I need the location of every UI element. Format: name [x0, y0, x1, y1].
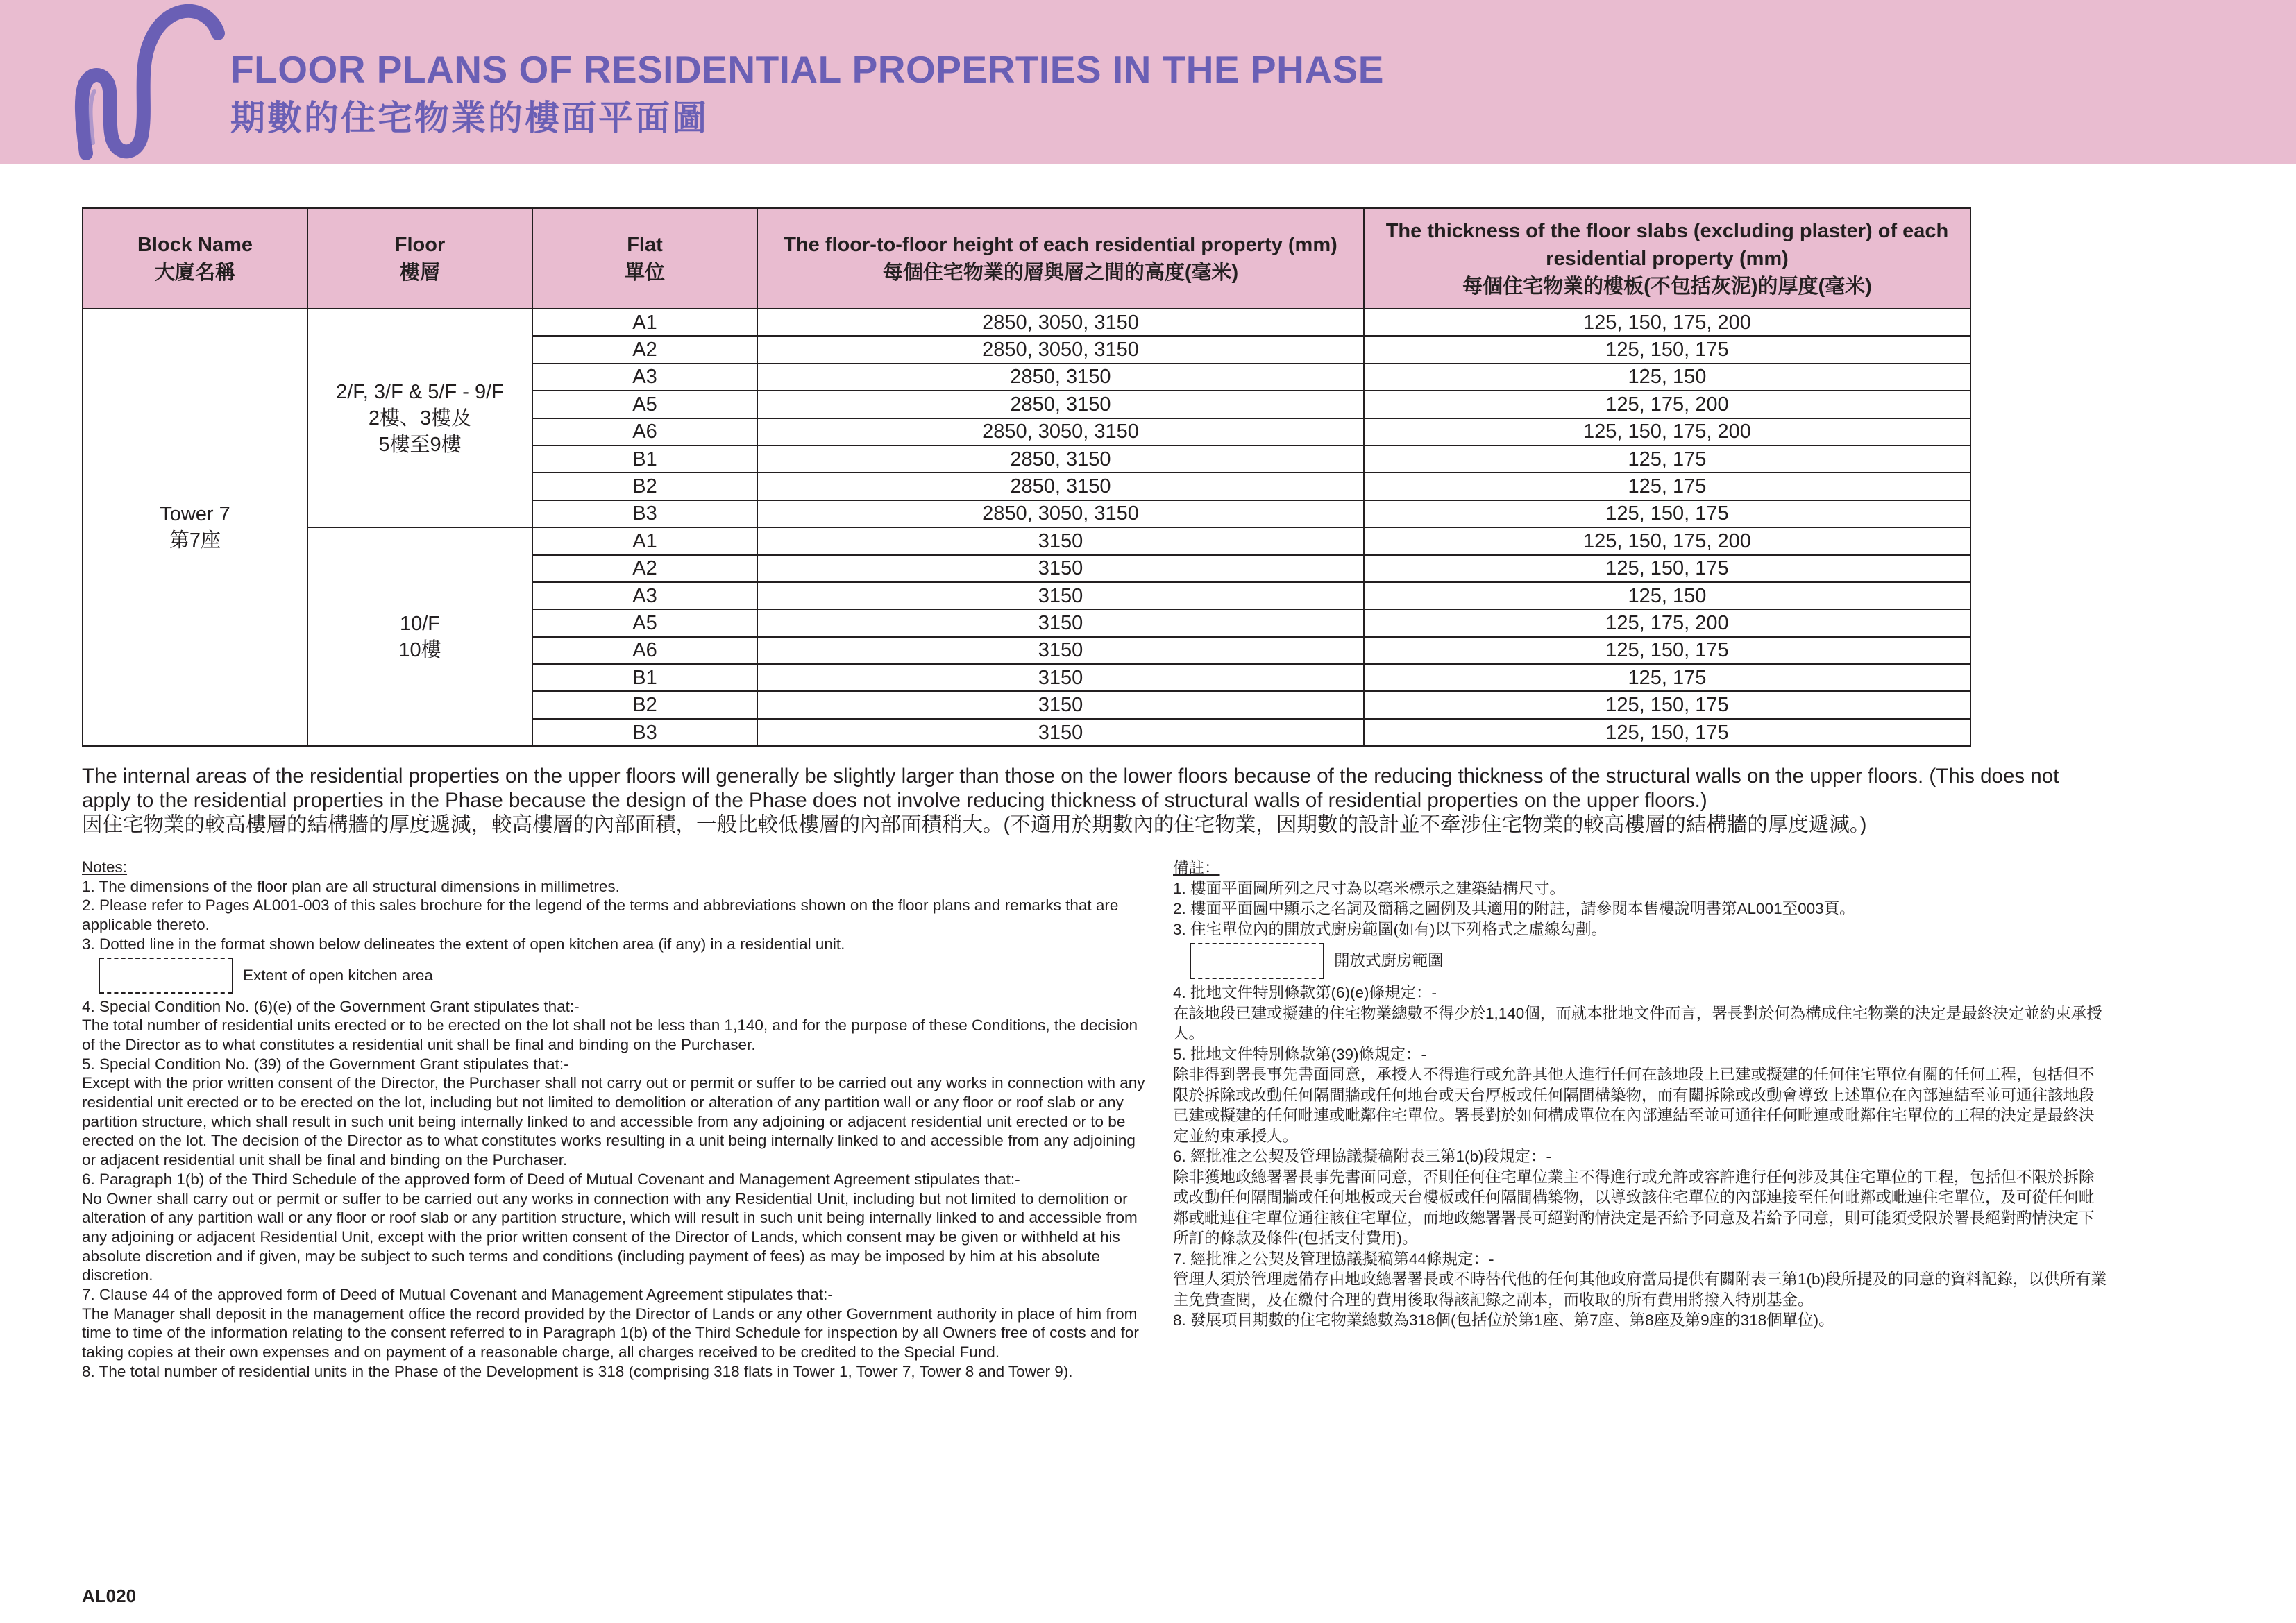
floor-height-cell: 2850, 3150	[757, 391, 1364, 418]
header-floor-height-zh: 每個住宅物業的層與層之間的高度(毫米)	[882, 261, 1239, 284]
header-block-name-en: Block Name	[137, 233, 253, 256]
floor-label-zh: 2樓、3樓及	[368, 407, 472, 430]
floor-label-zh: 5樓至9樓	[378, 433, 462, 456]
header-floor-en: Floor	[394, 233, 446, 256]
slab-thickness-cell: 125, 175, 200	[1364, 609, 1970, 636]
slab-thickness-cell: 125, 150, 175	[1364, 719, 1970, 746]
note-item-zh: 在該地段已建或擬建的住宅物業總數不得少於1,140個，而就本批地文件而言，署長對於何為構成住宅物業的決定是最終決定並約束承授人。	[1173, 1004, 2102, 1042]
slab-thickness-cell: 125, 175, 200	[1364, 391, 1970, 418]
slab-thickness-cell: 125, 150, 175, 200	[1364, 309, 1970, 336]
note-item-zh: 3. 住宅單位內的開放式廚房範圍(如有)以下列格式之虛線勾劃。	[1173, 920, 1607, 938]
floor-height-cell: 3150	[757, 582, 1364, 609]
flat-cell: B3	[532, 500, 757, 527]
floor-height-cell: 3150	[757, 555, 1364, 582]
slab-thickness-cell: 125, 150, 175, 200	[1364, 418, 1970, 445]
flat-cell: A2	[532, 555, 757, 582]
table-row	[83, 309, 1970, 336]
header-floor-zh: 樓層	[399, 261, 440, 284]
page-title-zh: 期數的住宅物業的樓面平面圖	[230, 99, 709, 137]
note-item-zh: 除非獲地政總署署長事先書面同意，否則任何住宅單位業主不得進行或允許或容許進行任何涉及其住宅單位的工程，包括但不限於拆除或改動任何隔間牆或任何地板或天台樓板或任何隔間構築物，以導致該住宅單位的內部連接至任何毗鄰或毗連住宅單位，及可從任何毗鄰或毗連住宅單位通往該住宅單位，而地政總署署長可絕對酌情決定是否給予同意及若給予同意，則可能須受限於署長絕對酌情決定下所訂的條款及條件(包括支付費用)。	[1173, 1168, 2095, 1247]
header-floor-height	[757, 208, 1364, 309]
floor-height-cell: 3150	[757, 609, 1364, 636]
header-slab-thickness-en: The thickness of the floor slabs (excluding plaster) of each residential property (mm)	[1385, 219, 1949, 270]
note-item-en: No Owner shall carry out or permit or suffer to be carried out any works in connection with any Residential Unit, including but not limited to demolition or alteration of any partition wall or any floor or roof slab or any partition structure, which will result in such unit being internally linked to and accessible from any adjoining or adjacent Residential Unit, except with the prior written consent of the Director of Lands, which consent may be given or withheld at his absolute discretion and if given, may be subject to such terms and conditions (including payment of fees) as may be imposed by him at his absolute discretion.	[82, 1189, 1138, 1284]
floor-height-cell: 2850, 3150	[757, 364, 1364, 391]
floor-height-cell: 2850, 3050, 3150	[757, 336, 1364, 363]
flat-cell: A6	[532, 637, 757, 664]
floor-label-en: 2/F, 3/F & 5/F - 9/F	[336, 380, 504, 403]
notes-chinese	[1173, 858, 2107, 1331]
header-flat-zh: 單位	[624, 261, 665, 284]
notes-en-list-after	[82, 997, 1151, 1382]
note-item-zh: 5. 批地文件特別條款第(39)條規定：-	[1173, 1045, 1427, 1063]
note-item-en: 6. Paragraph 1(b) of the Third Schedule of the approved form of Deed of Mutual Covenant and Management Agreement stipulates that:-	[82, 1170, 1020, 1188]
note-item-zh: 管理人須於管理處備存由地政總署署長或不時替代他的任何其他政府當局提供有關附表三第1(b)段所提及的同意的資料記錄，以供所有業主免費查閱，及在繳付合理的費用後取得該記錄之副本，而收取的所有費用將撥入特別基金。	[1173, 1271, 2107, 1309]
table-body	[83, 309, 1970, 746]
header-flat	[532, 208, 757, 309]
slab-thickness-cell: 125, 150	[1364, 364, 1970, 391]
slab-thickness-cell: 125, 150, 175	[1364, 500, 1970, 527]
kitchen-legend-zh	[1173, 940, 2107, 983]
slab-thickness-cell: 125, 175	[1364, 445, 1970, 473]
floor-height-cell: 2850, 3150	[757, 473, 1364, 500]
header-floor-height-en: The floor-to-floor height of each residential property (mm)	[784, 233, 1337, 256]
header-band	[0, 0, 2296, 164]
floor-height-cell: 2850, 3050, 3150	[757, 418, 1364, 445]
header-slab-thickness-zh: 每個住宅物業的樓板(不包括灰泥)的厚度(毫米)	[1462, 275, 1872, 298]
page-title-en: FLOOR PLANS OF RESIDENTIAL PROPERTIES IN THE PHASE	[230, 48, 1384, 91]
flat-cell: B2	[532, 473, 757, 500]
table-header-row	[83, 208, 1970, 309]
notes-heading-en: Notes:	[82, 858, 128, 876]
note-item-en: 5. Special Condition No. (39) of the Government Grant stipulates that:-	[82, 1055, 569, 1073]
legend-dashed-edge	[100, 992, 232, 994]
note-item-zh: 4. 批地文件特別條款第(6)(e)條規定：-	[1173, 984, 1437, 1001]
floor-height-cell: 3150	[757, 664, 1364, 691]
notes-heading-zh: 備註：	[1173, 859, 1220, 876]
note-item-en: 7. Clause 44 of the approved form of Deed of Mutual Covenant and Management Agreement stipulates that:-	[82, 1286, 833, 1304]
slab-thickness-cell: 125, 150, 175	[1364, 555, 1970, 582]
header-flat-en: Flat	[627, 233, 663, 256]
flat-cell: A3	[532, 364, 757, 391]
floor-height-table	[82, 207, 1971, 747]
floor-cell	[307, 309, 532, 527]
floor-height-table-container	[82, 207, 1971, 747]
floor-height-cell: 2850, 3050, 3150	[757, 309, 1364, 336]
notes-english	[82, 858, 1151, 1382]
note-item-zh: 除非得到署長事先書面同意，承授人不得進行或允許其他人進行任何在該地段上已建或擬建的任何住宅單位有關的任何工程，包括但不限於拆除或改動任何隔間牆或任何地台或天台厚板或任何隔間構築物，而有關拆除或改動會導致上述單位在內部連結至並可通往該地段已建或擬建的任何毗連或毗鄰住宅單位。署長對於如何構成單位在內部連結至並可通往任何毗連或毗鄰住宅單位的工程的決定是最終決定並約束承授人。	[1173, 1066, 2095, 1145]
floor-label-zh: 10樓	[398, 638, 441, 661]
notes-en-list-before	[82, 877, 1151, 954]
note-item-en: 8. The total number of residential units in the Phase of the Development is 318 (comprising 318 flats in Tower 1, Tower 7, Tower 8 and Tower 9).	[82, 1362, 1073, 1380]
slab-thickness-cell: 125, 150, 175, 200	[1364, 527, 1970, 554]
flat-cell: B3	[532, 719, 757, 746]
floor-height-cell: 2850, 3050, 3150	[757, 500, 1364, 527]
note-item-en: The Manager shall deposit in the management office the record provided by the Director of Lands or any other Government authority in place of him from time to time of the information relating to the consent referred to in Paragraph 1(b) of the Third Schedule for inspection by all Owners free of costs and for taking copies at their own expenses and on payment of a reasonable charge, all charges received to be credited to the Special Fund.	[82, 1305, 1139, 1361]
note-item-en: 2. Please refer to Pages AL001-003 of this sales brochure for the legend of the terms and abbreviations shown on the floor plans and remarks that are applicable thereto.	[82, 897, 1119, 934]
floor-height-cell: 3150	[757, 527, 1364, 554]
legend-dashed-edge	[100, 958, 232, 959]
flat-cell: A1	[532, 527, 757, 554]
kitchen-legend-en	[82, 954, 1151, 997]
slab-thickness-cell: 125, 175	[1364, 473, 1970, 500]
ribbon-logo-icon	[72, 4, 225, 165]
floor-height-cell: 3150	[757, 719, 1364, 746]
block-name-cell	[83, 309, 307, 746]
statement-zh: 因住宅物業的較高樓層的結構牆的厚度遞減，較高樓層的內部面積，一般比較低樓層的內部面積稍大。(不適用於期數內的住宅物業，因期數的設計並不牽涉住宅物業的較高樓層的結構牆的厚度遞減。)	[82, 813, 1867, 836]
notes-zh-list-before	[1173, 878, 2107, 940]
note-item-en: The total number of residential units erected or to be erected on the lot shall not be less than 1,140, and for the purpose of these Conditions, the decision of the Director as to what constitutes a residential unit shall be final and binding on the Purchaser.	[82, 1017, 1138, 1053]
table-row	[83, 527, 1970, 554]
upper-floor-area-statement	[82, 764, 2109, 837]
floor-height-cell: 2850, 3150	[757, 445, 1364, 473]
flat-cell: A6	[532, 418, 757, 445]
legend-dashed-edge	[1191, 978, 1323, 979]
header-block-name-zh: 大廈名稱	[154, 261, 235, 284]
note-item-zh: 1. 樓面平面圖所列之尺寸為以毫米標示之建築結構尺寸。	[1173, 879, 1566, 897]
floor-label-en: 10/F	[399, 612, 441, 635]
flat-cell: A5	[532, 391, 757, 418]
note-item-zh: 2. 樓面平面圖中顯示之名詞及簡稱之圖例及其適用的附註，請參閱本售樓說明書第AL001至003頁。	[1173, 900, 1855, 917]
notes-zh-list-after	[1173, 983, 2107, 1331]
note-item-en: Except with the prior written consent of the Director, the Purchaser shall not carry out or permit or suffer to be carried out any works in connection with any residential unit erected or to be erected on the lot, including but not limited to demolition or alteration of any partition wall or any floor or roof slab or any partition structure, which shall result in such unit being internally linked to and accessible from any adjoining or adjacent residential unit erected or to be erected on the lot. The decision of the Director as to what constitutes works resulting in a unit being internally linked to and accessible from any adjoining or adjacent residential unit shall be final and binding on the Purchaser.	[82, 1074, 1145, 1169]
flat-cell: A3	[532, 582, 757, 609]
dashed-kitchen-legend-icon	[1190, 943, 1324, 979]
flat-cell: A1	[532, 309, 757, 336]
block-name-zh: 第7座	[169, 529, 221, 552]
flat-cell: B2	[532, 691, 757, 718]
legend-dashed-edge	[1191, 943, 1323, 944]
dashed-kitchen-legend-icon	[99, 958, 233, 994]
flat-cell: B1	[532, 664, 757, 691]
note-item-zh: 8. 發展項目期數的住宅物業總數為318個(包括位於第1座、第7座、第8座及第9座的318個單位)。	[1173, 1311, 1834, 1329]
page-number: AL020	[82, 1586, 137, 1606]
header-floor	[307, 208, 532, 309]
flat-cell: B1	[532, 445, 757, 473]
kitchen-legend-label-zh: 開放式廚房範圍	[1334, 952, 1444, 970]
flat-cell: A2	[532, 336, 757, 363]
header-slab-thickness	[1364, 208, 1970, 309]
block-name-en: Tower 7	[160, 503, 230, 526]
note-item-zh: 6. 經批准之公契及管理協議擬稿附表三第1(b)段規定：-	[1173, 1148, 1552, 1165]
flat-cell: A5	[532, 609, 757, 636]
floor-cell	[307, 527, 532, 746]
floor-height-cell: 3150	[757, 691, 1364, 718]
slab-thickness-cell: 125, 150, 175	[1364, 637, 1970, 664]
kitchen-legend-label-en: Extent of open kitchen area	[243, 966, 433, 984]
slab-thickness-cell: 125, 150, 175	[1364, 691, 1970, 718]
note-item-en: 3. Dotted line in the format shown below delineates the extent of open kitchen area (if any) in a residential unit.	[82, 935, 845, 953]
note-item-zh: 7. 經批准之公契及管理協議擬稿第44條規定：-	[1173, 1250, 1494, 1268]
slab-thickness-cell: 125, 150	[1364, 582, 1970, 609]
statement-en: The internal areas of the residential properties on the upper floors will generally be slightly larger than those on the lower floors because of the reducing thickness of the structural walls on the upper floors. (This does not apply to the residential properties in the Phase because the design of the Phase does not involve reducing thickness of structural walls of residential properties on the upper floors.)	[82, 765, 2059, 812]
floor-height-cell: 3150	[757, 637, 1364, 664]
note-item-en: 1. The dimensions of the floor plan are all structural dimensions in millimetres.	[82, 877, 620, 895]
slab-thickness-cell: 125, 150, 175	[1364, 336, 1970, 363]
note-item-en: 4. Special Condition No. (6)(e) of the Government Grant stipulates that:-	[82, 997, 580, 1015]
slab-thickness-cell: 125, 175	[1364, 664, 1970, 691]
header-block-name	[83, 208, 307, 309]
